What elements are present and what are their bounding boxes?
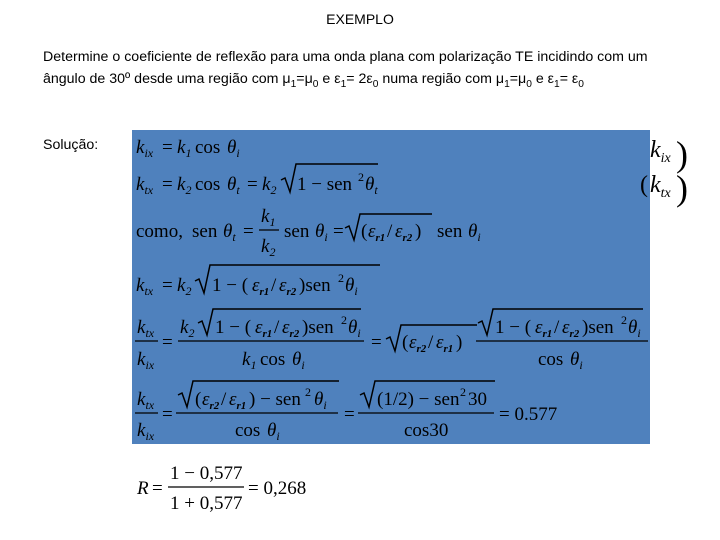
svg-text:=: = (243, 221, 254, 242)
svg-text:εr2: $\varepsilon_{r2}$ (282, 317, 300, 340)
svg-text:= 0,268: = 0,268 (248, 478, 307, 499)
svg-text:=: = (333, 221, 344, 242)
svg-text:=: = (162, 275, 173, 296)
svg-text:/: / (387, 221, 393, 242)
svg-text:cos: cos (195, 137, 221, 158)
svg-text:ktx: $k_{tx}$ (137, 317, 155, 340)
svg-text:εr1: $\varepsilon_{r1}$ (229, 389, 247, 412)
svg-text:k2: $k_2$ (261, 236, 276, 259)
svg-text:cos30: cos30 (404, 420, 449, 441)
svg-text:2: 2 (621, 313, 627, 327)
svg-text:kix: $k_{ix}$ (650, 137, 671, 166)
svg-text:): ) (456, 332, 463, 353)
svg-text:θi: $\theta_i$ (468, 221, 481, 244)
svg-text:=: = (344, 404, 355, 425)
svg-text:εr1: $\varepsilon_{r1}$ (368, 221, 386, 244)
svg-text:θi: $\theta_i$ (628, 317, 641, 340)
svg-text:k2: $k_2$ (177, 275, 192, 298)
equation-line-2 (136, 164, 378, 197)
svg-text:εr2: $\varepsilon_{r2}$ (409, 332, 427, 355)
svg-text:θi: $\theta_i$ (227, 137, 240, 160)
svg-text:2: 2 (341, 313, 347, 327)
svg-text:εr2: $\varepsilon_{r2}$ (395, 221, 413, 244)
svg-text:/: / (271, 275, 277, 296)
svg-text:k2: $k_2$ (262, 174, 277, 197)
svg-text:1 − (: 1 − ( (495, 317, 532, 338)
svg-text:θt: $\theta_t$ (227, 174, 240, 197)
svg-text:ktx: $k_{tx}$ (137, 389, 155, 412)
svg-text:2: 2 (338, 271, 344, 285)
equation-line-6 (135, 381, 557, 443)
equation-line-5 (135, 309, 648, 372)
svg-text:1 − 0,577: 1 − 0,577 (170, 463, 243, 484)
svg-text:εr1: $\varepsilon_{r1}$ (436, 332, 454, 355)
side-fraction (640, 134, 688, 208)
svg-text:εr2: $\varepsilon_{r2}$ (202, 389, 220, 412)
svg-text:=: = (162, 332, 173, 353)
svg-text:=: = (371, 332, 382, 353)
svg-text:θi: $\theta_i$ (570, 349, 583, 372)
svg-text:1 + 0,577: 1 + 0,577 (170, 493, 243, 514)
svg-text:ktx: $k_{tx}$ (650, 172, 671, 201)
svg-text:= 0.577: = 0.577 (499, 404, 558, 425)
svg-text:sen: sen (284, 221, 310, 242)
svg-text:(: ( (402, 332, 409, 353)
svg-text:sen: sen (192, 221, 218, 242)
svg-text:(: ( (195, 389, 202, 410)
svg-text:30: 30 (468, 389, 487, 410)
svg-text:(1/2) − sen: (1/2) − sen (377, 389, 460, 410)
svg-text:1 − sen: 1 − sen (297, 174, 353, 195)
svg-text:=: = (162, 404, 173, 425)
svg-text:=: = (247, 174, 258, 195)
svg-text:ktx: $k_{tx}$ (136, 275, 154, 298)
svg-text:)sen: )sen (299, 275, 331, 296)
svg-text:): ) (676, 134, 688, 174)
svg-text:(: ( (640, 172, 648, 198)
svg-text:θi: $\theta_i$ (267, 420, 280, 443)
svg-text:sen: sen (437, 221, 463, 242)
svg-text:1 − (: 1 − ( (212, 275, 249, 296)
problem-statement: Determine o coeficiente de reflexão para uma onda plana com polarização TE incidindo com um ângulo de 30º desde uma região com $\mu_1=\mu_0$ e $\varepsilon_1= 2\varepsilon_0$ numa região com $\mu_1=\mu_0$ e $\varepsilon_1= \varepsilon_0$ (43, 49, 648, 90)
slide-title: EXEMPLO (326, 11, 394, 27)
svg-text:kix: $k_{ix}$ (136, 137, 154, 160)
svg-text:εr2: $\varepsilon_{r2}$ (562, 317, 580, 340)
svg-text:εr1: $\varepsilon_{r1}$ (252, 275, 270, 298)
equation-line-4 (136, 265, 380, 298)
svg-text:): ) (676, 168, 688, 208)
svg-text:θt: $\theta_t$ (365, 174, 378, 197)
svg-text:)sen: )sen (582, 317, 614, 338)
svg-text:2: 2 (305, 385, 311, 399)
svg-text:) − sen: ) − sen (249, 389, 301, 410)
svg-text:k1: $k_1$ (261, 206, 276, 229)
svg-text:cos: cos (538, 349, 564, 370)
svg-text:kix: $k_{ix}$ (137, 349, 155, 372)
svg-text:): ) (415, 221, 422, 242)
svg-text:kix: $k_{ix}$ (137, 420, 155, 443)
svg-text:=: = (162, 174, 173, 195)
svg-text:como,: como, (136, 221, 183, 242)
svg-text:/: / (428, 332, 434, 353)
svg-text:/: / (274, 317, 280, 338)
svg-text:)sen: )sen (302, 317, 334, 338)
svg-text:k1: $k_1$ (242, 349, 257, 372)
svg-text:θi: $\theta_i$ (345, 275, 358, 298)
reflection-result (136, 463, 306, 514)
svg-text:1 − (: 1 − ( (215, 317, 252, 338)
svg-text:=: = (162, 137, 173, 158)
svg-text:2: 2 (358, 170, 364, 184)
svg-text:θi: $\theta_i$ (314, 389, 327, 412)
svg-text:/: / (221, 389, 227, 410)
svg-text:εr1: $\varepsilon_{r1}$ (255, 317, 273, 340)
svg-text:εr2: $\varepsilon_{r2}$ (279, 275, 297, 298)
svg-text:εr1: $\varepsilon_{r1}$ (535, 317, 553, 340)
solution-label: Solução: (43, 137, 99, 153)
svg-text:(: ( (361, 221, 368, 242)
equation-line-3 (136, 206, 481, 259)
svg-text:k1: $k_1$ (177, 137, 192, 160)
svg-text:cos: cos (260, 349, 286, 370)
svg-text:2: 2 (460, 385, 466, 399)
svg-text:k2: $k_2$ (180, 317, 195, 340)
svg-text:cos: cos (235, 420, 261, 441)
svg-text:R: R (137, 478, 149, 499)
svg-text:θi: $\theta_i$ (292, 349, 305, 372)
svg-text:ktx: $k_{tx}$ (136, 174, 154, 197)
svg-text:θi: $\theta_i$ (348, 317, 361, 340)
svg-text:k2: $k_2$ (177, 174, 192, 197)
svg-text:/: / (554, 317, 560, 338)
svg-text:=: = (152, 478, 163, 499)
svg-text:θt: $\theta_t$ (223, 221, 236, 244)
equation-line-1 (136, 137, 240, 160)
svg-text:θi: $\theta_i$ (315, 221, 328, 244)
svg-text:cos: cos (195, 174, 221, 195)
